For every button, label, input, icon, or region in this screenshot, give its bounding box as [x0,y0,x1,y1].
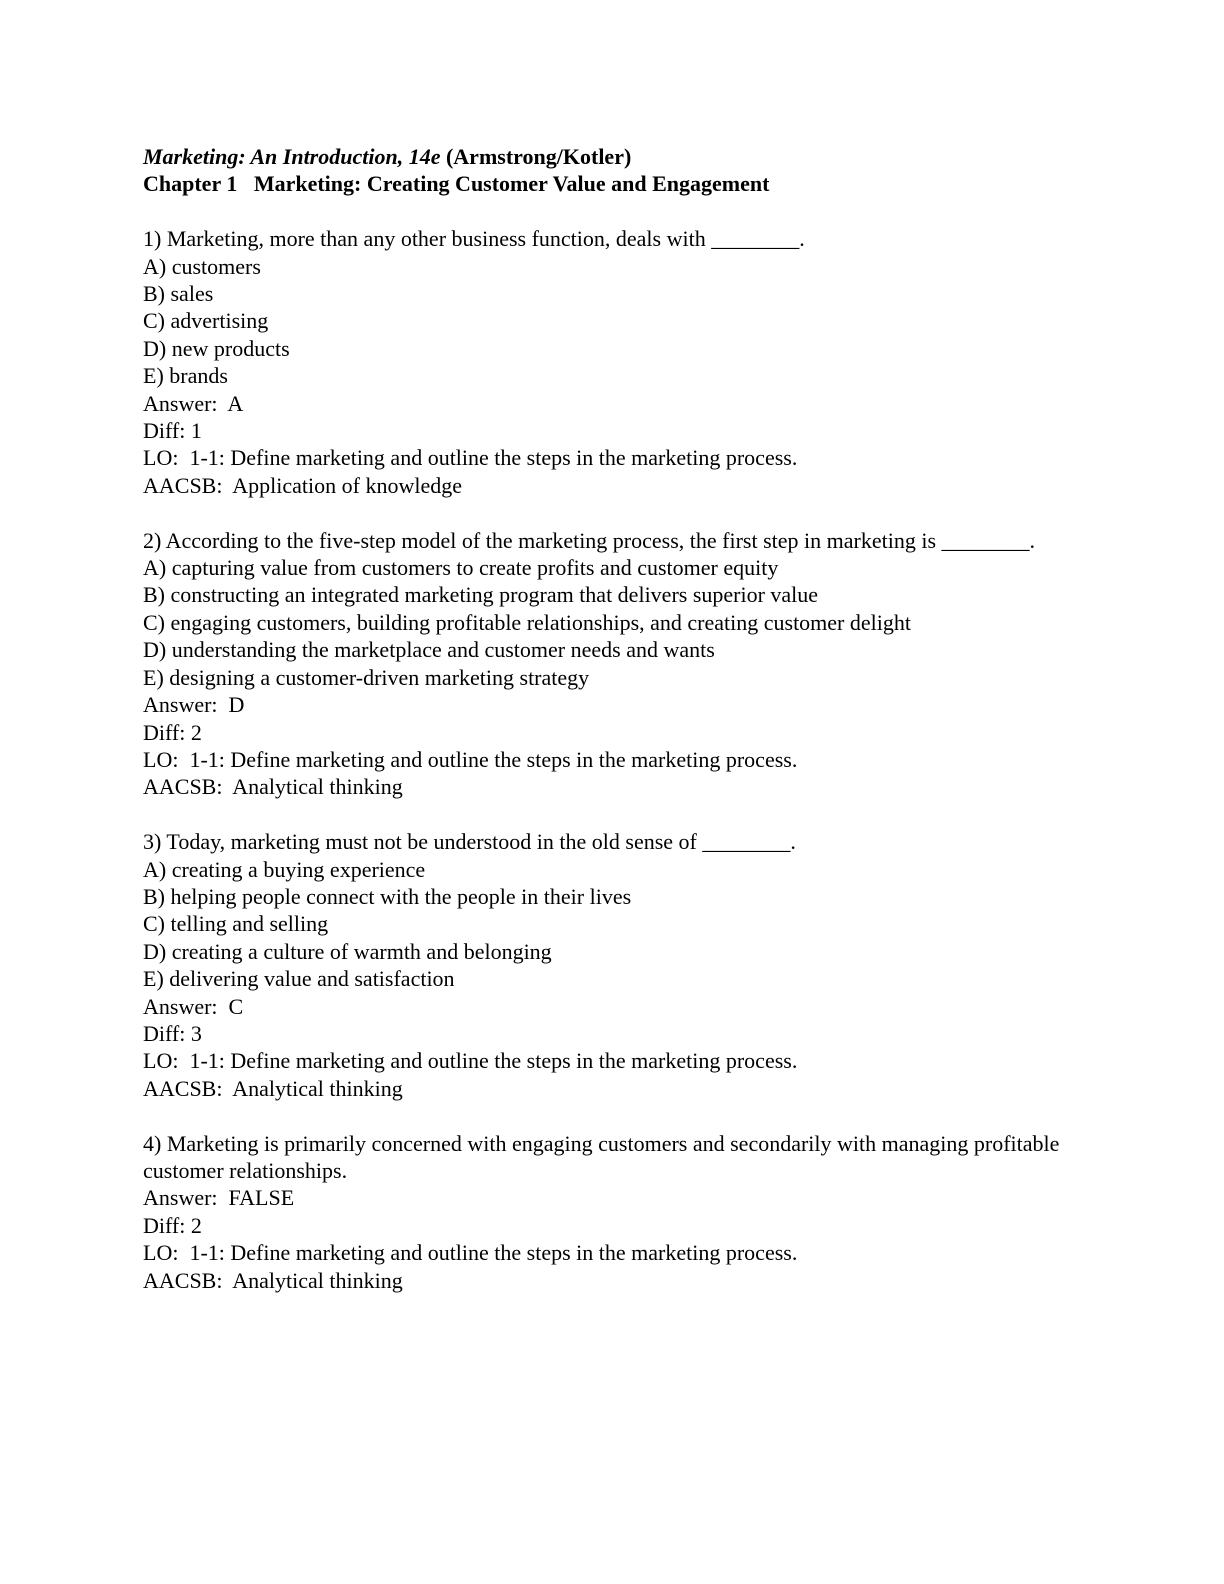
answer-option-b: B) sales [143,281,214,307]
aacsb-tag: AACSB: Analytical thinking [143,1267,403,1293]
aacsb-tag: AACSB: Application of knowledge [143,472,462,498]
answer-option-a: A) customers [143,253,261,279]
learning-objective: LO: 1-1: Define marketing and outline the steps in the marketing process. [143,1048,798,1074]
correct-answer: Answer: D [143,692,245,718]
book-authors: (Armstrong/Kotler) [440,144,632,169]
learning-objective: LO: 1-1: Define marketing and outline the steps in the marketing process. [143,746,798,772]
answer-option-e: E) brands [143,363,228,389]
answer-option-d: D) creating a culture of warmth and belonging [143,938,552,964]
question-stem: 2) According to the five-step model of the marketing process, the first step in marketing is ________. [143,527,1036,553]
correct-answer: Answer: FALSE [143,1185,295,1211]
answer-option-e: E) designing a customer-driven marketing strategy [143,664,590,690]
chapter-number: Chapter 1 [143,171,254,197]
question-stem: 3) Today, marketing must not be understood in the old sense of ________. [143,829,796,855]
correct-answer: Answer: C [143,993,244,1019]
book-heading [143,143,1083,170]
answer-option-c: C) engaging customers, building profitable relationships, and creating customer delight [143,609,911,635]
chapter-title: Marketing: Creating Customer Value and Engagement [253,171,770,197]
answer-option-d: D) understanding the marketplace and customer needs and wants [143,637,715,663]
question-4 [143,1130,1083,1294]
learning-objective: LO: 1-1: Define marketing and outline the steps in the marketing process. [143,445,798,471]
aacsb-tag: AACSB: Analytical thinking [143,774,403,800]
learning-objective: LO: 1-1: Define marketing and outline the steps in the marketing process. [143,1240,798,1266]
answer-option-c: C) advertising [143,308,269,334]
answer-option-b: B) constructing an integrated marketing program that delivers superior value [143,582,819,608]
question-2 [143,527,1083,801]
question-3 [143,828,1083,1102]
document-page [143,143,1083,1294]
answer-option-c: C) telling and selling [143,911,329,937]
answer-option-d: D) new products [143,335,290,361]
answer-option-a: A) capturing value from customers to create profits and customer equity [143,555,779,581]
question-stem: 4) Marketing is primarily concerned with engaging customers and secondarily with managing profitable customer relationships. [143,1130,1060,1183]
chapter-heading [143,170,1083,197]
answer-option-a: A) creating a buying experience [143,856,426,882]
difficulty: Diff: 2 [143,1212,202,1238]
aacsb-tag: AACSB: Analytical thinking [143,1075,403,1101]
answer-option-b: B) helping people connect with the people in their lives [143,883,632,909]
question-stem: 1) Marketing, more than any other business function, deals with ________. [143,226,805,252]
answer-option-e: E) delivering value and satisfaction [143,966,455,992]
book-title: Marketing: An Introduction, 14e [143,144,441,169]
question-1 [143,225,1083,499]
difficulty: Diff: 2 [143,719,202,745]
difficulty: Diff: 3 [143,1020,202,1046]
correct-answer: Answer: A [143,390,244,416]
difficulty: Diff: 1 [143,418,202,444]
